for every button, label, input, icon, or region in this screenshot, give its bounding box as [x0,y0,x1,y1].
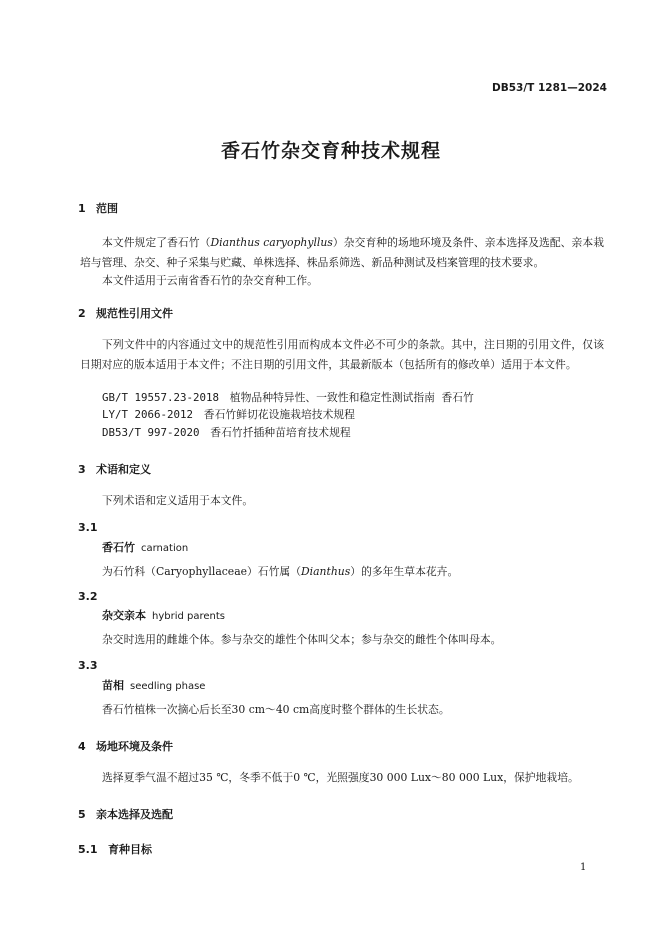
reference-item: GB/T 19557.23-2018 植物品种特异性、一致性和稳定性测试指南 香石竹 [102,391,474,404]
latin-name: Dianthus [301,565,351,578]
term-en: seedling phase [130,681,206,692]
section-number: 3 [78,463,86,476]
normative-intro: 下列文件中的内容通过文中的规范性引用而构成本文件必不可少的条款。其中，注日期的引用文件，仅该日期对应的版本适用于本文件；不注日期的引用文件，其最新版本（包括所有的修改单）适用于本文件。 [80,338,604,371]
section-5-heading [78,806,173,822]
term-zh: 苗相 [102,679,124,692]
section-number: 5 [78,808,86,821]
term-number: 3.3 [78,659,98,672]
section-number: 2 [78,307,86,320]
section-title: 亲本选择及选配 [96,808,173,821]
term-definition: 香石竹植株一次摘心后长至30 cm～40 cm高度时整个群体的生长状态。 [102,703,450,716]
section-title: 术语和定义 [96,463,151,476]
section-3-heading [78,461,151,477]
document-number: DB53/T 1281—2024 [492,82,607,94]
terms-intro: 下列术语和定义适用于本文件。 [102,494,254,507]
site-paragraph: 选择夏季气温不超过35 ℃，冬季不低于0 ℃，光照强度30 000 Lux～80 000 Lux，保护地栽培。 [102,771,579,784]
section-title: 规范性引用文件 [96,307,173,320]
section-title: 范围 [96,202,118,215]
term-definition [102,564,458,579]
text-run: 本文件规定了香石竹（ [102,236,211,249]
scope-paragraph-1 [80,233,604,272]
latin-name: Dianthus caryophyllus [210,236,333,249]
term-en: hybrid parents [152,611,226,622]
section-title: 育种目标 [108,843,152,856]
section-number: 5.1 [78,843,98,856]
section-1-heading [78,200,118,216]
text-run: ）杂交育种的场地环境及条件、亲本选择及选配、亲本栽培与管理、杂交、种子采集与贮藏、单株选择、株品系筛选、新品种测试及档案管理的技术要求。 [80,236,605,269]
section-number: 4 [78,740,86,753]
term-entry [102,539,188,555]
term-entry [102,607,225,623]
section-title: 场地环境及条件 [96,740,173,753]
term-zh: 杂交亲本 [102,609,146,622]
term-entry [102,677,205,693]
term-number: 3.1 [78,521,98,534]
page-number: 1 [580,862,587,873]
text-run: ）的多年生草本花卉。 [350,565,459,578]
section-4-heading [78,738,173,754]
term-zh: 香石竹 [102,541,135,554]
subsection-5-1-heading [78,841,152,857]
reference-item: DB53/T 997-2020 香石竹扦插种苗培育技术规程 [102,426,351,439]
term-number: 3.2 [78,590,98,603]
section-2-heading [78,305,173,321]
term-definition: 杂交时选用的雌雄个体。参与杂交的雄性个体叫父本；参与杂交的雌性个体叫母本。 [102,633,502,646]
section-number: 1 [78,202,86,215]
reference-item: LY/T 2066-2012 香石竹鲜切花设施栽培技术规程 [102,408,355,421]
term-en: carnation [141,543,189,554]
text-run: 为石竹科（Caryophyllaceae）石竹属（ [102,565,301,578]
page-title: 香石竹杂交育种技术规程 [220,140,441,162]
scope-paragraph-2: 本文件适用于云南省香石竹的杂交育种工作。 [102,274,318,287]
